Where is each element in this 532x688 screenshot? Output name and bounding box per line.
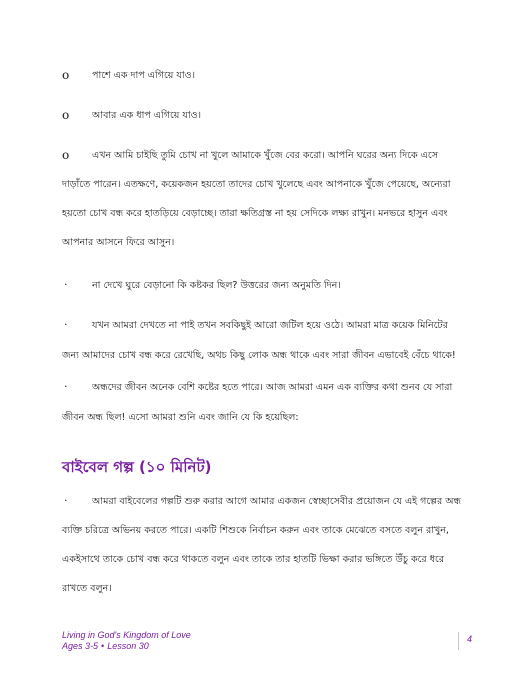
bullet-marker: o [62,148,70,162]
bullet-marker: o [62,108,70,122]
paragraph-line: ব্যক্তি চরিত্রে অভিনয় করতে পারে। একটি শিশুকে নির্বাচন করুন এবং তাকে মেঝেতে বসতে বলুন রাখুন, [62,525,449,536]
paragraph-line: একইসাথে তাকে চোখ বন্ধ করে থাকতে বলুন এবং তাকে তার হাতটি ভিক্ষা করার ভঙ্গিতে উঁচু করে ধরে [62,554,445,565]
bullet-marker: · [64,278,68,291]
footer-lesson: Lesson 30 [107,641,149,651]
paragraph-line: হয়তো চোখ বন্ধ করে হাতড়িয়ে বেড়াচ্ছে। তারা ক্ষতিগ্রস্ত না হয় সেদিকে লক্ষ্য রাখুন। মনভরে হাসুন এবং [62,208,448,219]
paragraph-line: আবার এক ধাপ এগিয়ে যাও। [92,110,202,121]
page-number: 4 [458,632,472,650]
paragraph-line: এখন আমি চাইছি তুমি চোখ না খুলে আমাকে খুঁজে বের করো। আপনি ঘরের অন্য দিকে এসে [92,150,438,161]
paragraph-line: আপনার আসনে ফিরে আসুন। [62,237,175,248]
paragraph-line: আমরা বাইবেলের গল্পটি শুরু করার আগে আমার একজন স্বেচ্ছাসেবীর প্রয়োজন যে এই গল্পের অন্ধ [92,496,461,507]
paragraph-line: দাড়াঁতে পারেন। এতক্ষণে, কয়েকজন হয়তো তাদের চোখ খুলেছে এবং আপনাকে খুঁজে পেয়েছে, অন্যেরা [62,179,451,190]
bullet-marker: · [64,318,68,331]
paragraph-line: অন্ধদের জীবন অনেক বেশি কষ্টের হতে পারে। আজ আমরা এমন এক ব্যক্তির কথা শুনব যে সারা [92,382,453,393]
paragraph-line: যখন আমরা দেখতে না পাই তখন সবকিছুই আরো জটিল হয়ে ওঠে। আমরা মাত্র কয়েক মিনিটের [92,320,448,331]
bullet-marker: o [62,68,70,82]
footer-subtitle [62,641,191,652]
paragraph-line: জীবন অন্ধ ছিল! এসো আমরা শুনি এবং জানি যে কি হয়েছিল: [62,412,299,423]
page-footer [62,630,191,652]
bullet-marker: · [64,380,68,393]
paragraph-line: না দেখে ঘুরে বেড়ানো কি কষ্টকর ছিল? উত্তরের জন্য অনুমতি দিন। [92,280,341,291]
footer-age: Ages 3-5 [62,641,99,651]
bullet-marker: · [64,494,68,507]
footer-title: Living in God's Kingdom of Love [62,630,191,640]
footer-separator: • [101,641,105,651]
paragraph-line: রাখতে বলুন। [62,583,112,594]
paragraph-line: জন্য আমাদের চোখ বন্ধ করে রেখেছি, অথচ কিছু লোক অন্ধ থাকে এবং সারা জীবন এভাবেই বেঁচে থাকে! [62,350,456,361]
section-heading: বাইবেল গল্প (১০ মিনিট) [62,458,212,476]
paragraph-line: পাশে এক দাপ এগিয়ে যাও। [92,70,195,81]
